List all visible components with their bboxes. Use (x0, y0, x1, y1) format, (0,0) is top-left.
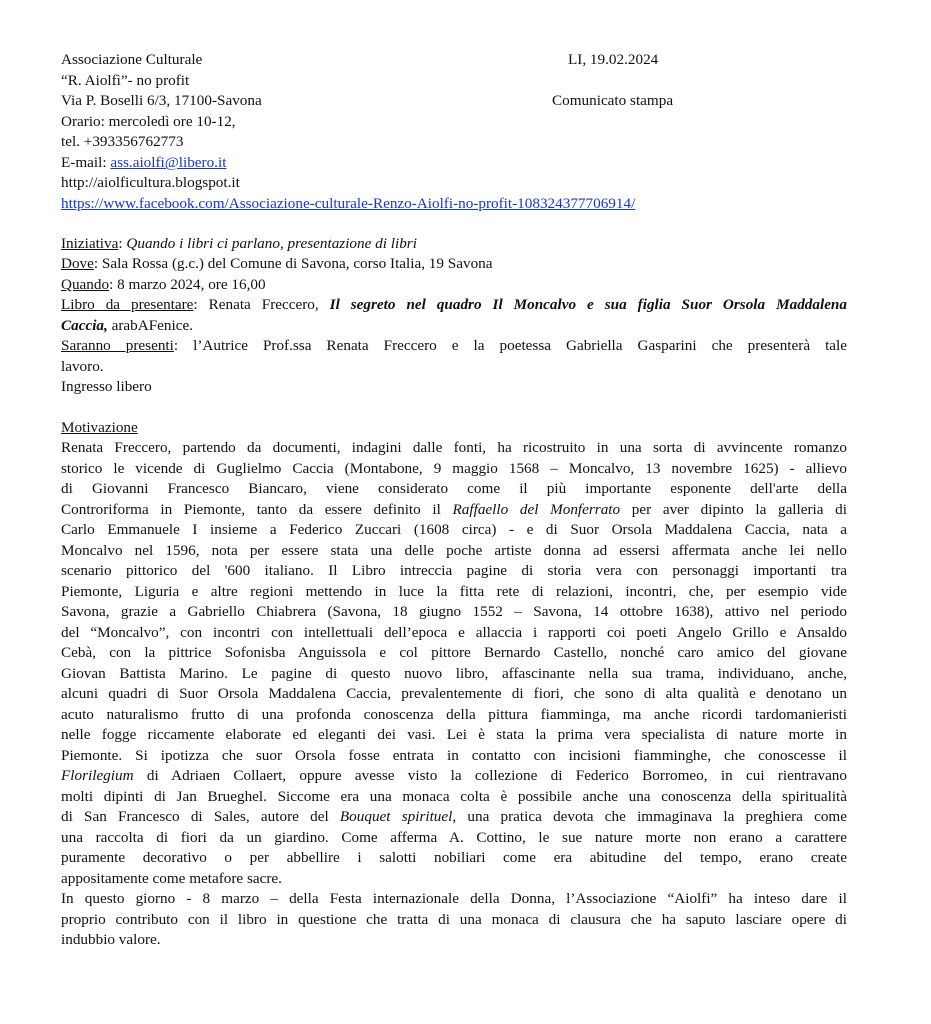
libro-title-cont: Caccia, (61, 317, 108, 334)
presenti-label: Saranno presenti (61, 337, 174, 354)
paragraph-line: Cebà, con la pittrice Sofonisba Anguissola e col pittore Bernardo Castello, nonché caro amico del giovane (61, 644, 847, 661)
presenti-value: : l’Autrice Prof.ssa Renata Freccero e la poetessa Gabriella Gasparini che presenterà tale (173, 337, 848, 354)
email-link[interactable]: ass.aiolfi@libero.it (110, 154, 227, 171)
paragraph-line: Moncalvo nel 1596, nota per essere stata una delle poche artiste donna ad essersi affermata anche lei nello (61, 542, 847, 559)
libro-row (61, 295, 847, 316)
dove-label: Dove (61, 255, 94, 272)
dove-row (61, 254, 493, 275)
italic-run: Florilegium (61, 767, 134, 784)
facebook-link-row (61, 194, 635, 215)
quando-row (61, 275, 266, 296)
presenti-row-2: lavoro. (61, 358, 104, 375)
libro-title: Il segreto nel quadro Il Moncalvo e sua figlia Suor Orsola Maddalena (329, 296, 847, 313)
document-date: LI, 19.02.2024 (568, 51, 659, 68)
libro-author: : Renata Freccero, (193, 296, 330, 313)
paragraph-line: puramente decorativo o per abbellire i salotti nobiliari come era abitudine del tempo, erano create (61, 849, 847, 866)
email-label: E-mail: (61, 154, 111, 171)
paragraph-line: indubbio valore. (61, 931, 161, 948)
text-run: , una pratica devota che immaginava la preghiera come (452, 808, 847, 825)
paragraph-line: una raccolta di fiori da un giardino. Come afferma A. Cottino, le sue nature morte non erano a carattere (61, 829, 847, 846)
org-name-line2: “R. Aiolfì”- no profit (61, 72, 190, 89)
paragraph-line: nelle fogge riccamente elaborate ed eleganti dei vasi. Lei è stata la prima vera specialista di nature morte in (61, 726, 847, 743)
paragraph-line: appositamente come metafore sacre. (61, 870, 282, 887)
paragraph-line: alcuni quadri di Suor Orsola Maddalena Caccia, prevalentemente di fiori, che sono di alta qualità e denotano un (61, 685, 847, 702)
text-run: Controriforma in Piemonte, tanto da essere definito il (61, 501, 453, 518)
org-email-row (61, 153, 226, 174)
paragraph-line: proprio contributo con il libro in questione che tratta di una monaca di clausura che ha saputo lasciare opere di (61, 911, 847, 928)
org-phone: tel. +393356762773 (61, 133, 184, 150)
paragraph-line: del “Moncalvo”, con incontri con intellettuali dell’epoca e allaccia i rapporti coi poeti Angelo Grillo e Ansaldo (61, 624, 847, 641)
facebook-link[interactable]: https://www.facebook.com/Associazione-culturale-Renzo-Aiolfi-no-profit-108324377706914/ (61, 195, 636, 212)
paragraph-line: Savona, grazie a Gabriello Chiabrera (Savona, 18 giugno 1552 – Savona, 14 ottobre 1638), attivo nel periodo (61, 603, 847, 620)
blog-url: http://aiolficultura.blogspot.it (61, 174, 240, 191)
libro-label: Libro da presentare (61, 296, 194, 313)
org-address: Via P. Boselli 6/3, 17100-Savona (61, 92, 262, 109)
paragraph-line: di Giovanni Francesco Biancaro, viene considerato come il più importante esponente dell'arte della (61, 480, 847, 497)
quando-label: Quando (61, 276, 110, 293)
text-run: di San Francesco di Sales, autore del (61, 808, 340, 825)
paragraph-line: Renata Freccero, partendo da documenti, indagini dalle fonti, ha ricostruito in una sorta di avvincente romanzo (61, 439, 847, 456)
paragraph-line (61, 807, 847, 828)
paragraph-line: acuto naturalismo frutto di una profonda conoscenza della pittura fiamminga, ma anche ricordi tardomanieristi (61, 706, 847, 723)
dove-value: : Sala Rossa (g.c.) del Comune di Savona, corso Italia, 19 Savona (93, 255, 493, 272)
italic-run: Bouquet spirituel (339, 808, 453, 825)
paragraph-line: Giovan Battista Marino. Le pagine di questo nuovo libro, affascinante nella sua trama, individuano, anche, (61, 665, 847, 682)
paragraph-line: molti dipinti di Jan Brueghel. Siccome era una monaca colta è possibile anche una conoscenza della spiritualità (61, 788, 847, 805)
iniziativa-value: Quando i libri ci parlano, presentazione di libri (126, 235, 417, 252)
text-run: per aver dipinto la galleria di (620, 501, 847, 518)
iniziativa-label: Iniziativa (61, 235, 119, 252)
libro-publisher: arabAFenice. (107, 317, 194, 334)
org-name-line1: Associazione Culturale (61, 51, 203, 68)
paragraph-line: In questo giorno - 8 marzo – della Festa internazionale della Donna, l’Associazione “Aiolfi” ha inteso dare il (61, 890, 847, 907)
paragraph-line (61, 766, 847, 787)
paragraph-line: Piemonte. Si ipotizza che suor Orsola fosse entrata in contatto con incisioni fiamminghe, che conoscesse il (61, 747, 847, 764)
italic-run: Raffaello del Monferrato (452, 501, 621, 518)
paragraph-line: Piemonte, Liguria e altre regioni mettendo in luce la fitta rete di relazioni, incontri, che, per esempio vide (61, 583, 847, 600)
text-run: di Adriaen Collaert, oppure avesse visto la collezione di Federico Borromeo, in cui rientravano (133, 767, 847, 784)
org-hours: Orario: mercoledì ore 10-12, (61, 113, 236, 130)
paragraph-line: scenario pittorico del '600 italiano. Il Libro intreccia pagine di storia vera con personaggi importanti tra (61, 562, 847, 579)
ingresso-libero: Ingresso libero (61, 378, 152, 395)
libro-row-2 (61, 316, 193, 337)
document-type: Comunicato stampa (552, 92, 674, 109)
paragraph-line (61, 500, 847, 521)
paragraph-line: storico le vicende di Guglielmo Caccia (Montabone, 9 maggio 1568 – Moncalvo, 13 novembre 1625) - allievo (61, 460, 847, 477)
paragraph-line: Carlo Emmanuele I insieme a Federico Zuccari (1608 circa) - e di Suor Orsola Maddalena Caccia, nata a (61, 521, 847, 538)
quando-value: : 8 marzo 2024, ore 16,00 (109, 276, 266, 293)
iniziativa-row: Iniziativa: Quando i libri ci parlano, presentazione di libri (61, 235, 417, 252)
presenti-row (61, 336, 847, 357)
motivazione-heading: Motivazione (61, 419, 138, 436)
